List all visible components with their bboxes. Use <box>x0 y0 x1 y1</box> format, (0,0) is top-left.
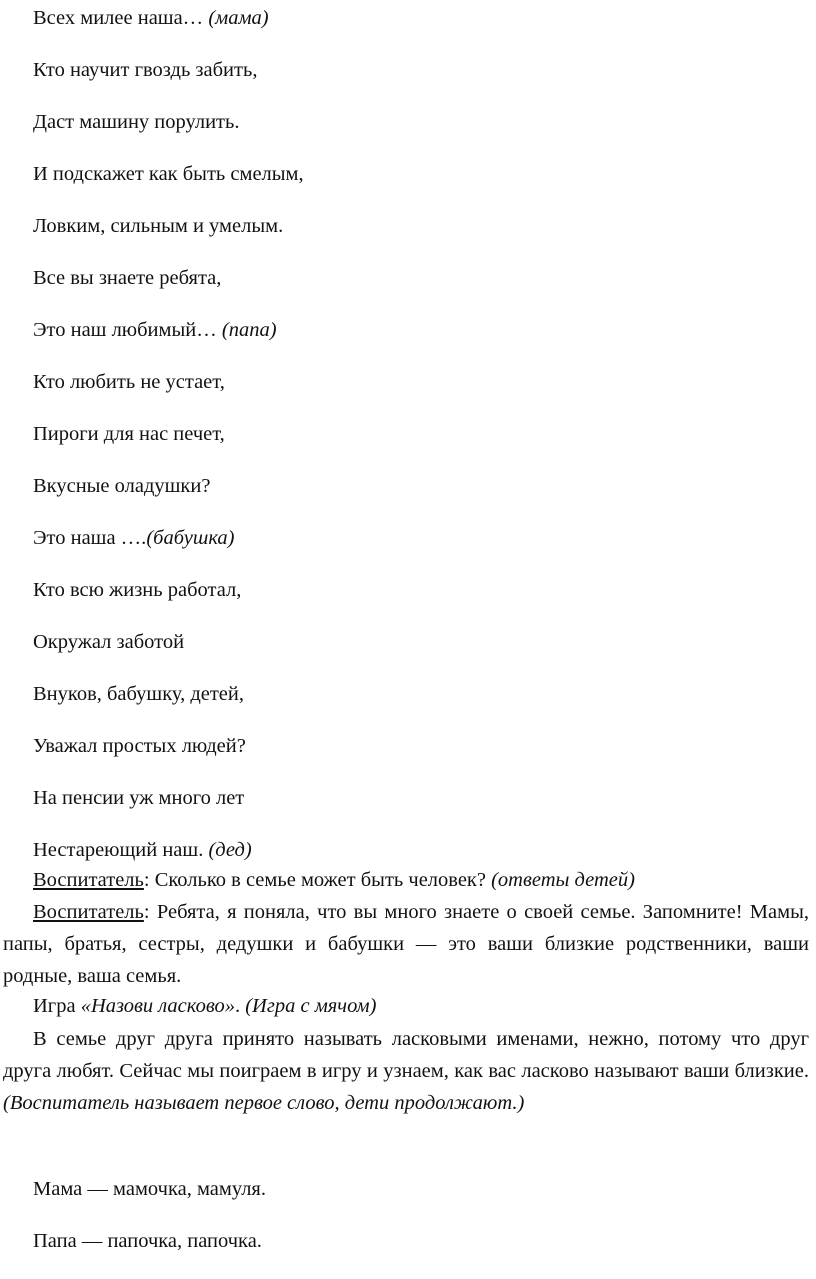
poem-line-15: Уважал простых людей? <box>33 735 246 757</box>
poem-line-10: Вкусные оладушки? <box>33 475 211 497</box>
answer-italic: (мама) <box>208 7 269 29</box>
poem-line-4: И подскажет как быть смелым, <box>33 163 304 185</box>
poem-line-6: Все вы знаете ребята, <box>33 267 222 289</box>
game-intro-paragraph: В семье друг друга принято называть ласковыми именами, нежно, потому что друг друга любят. Сейчас мы поиграем в игру и узнаем, как вас ласково называют ваши близкие. (Воспитатель называет первое слово, дети продолжают.) <box>3 1028 809 1114</box>
poem-line-9: Пироги для нас печет, <box>33 423 225 445</box>
dialog-line-1: Воспитатель: Сколько в семье может быть человек? (ответы детей) <box>33 869 635 891</box>
speaker-label: Воспитатель <box>33 901 144 923</box>
answer-italic: (бабушка) <box>146 527 235 549</box>
game-note: (Игра с мячом) <box>245 995 377 1017</box>
game-name: «Назови ласково» <box>80 995 235 1017</box>
dialog-paragraph-2: Воспитатель: Ребята, я поняла, что вы много знаете о своей семье. Запомните! Мамы, папы, братья, сестры, дедушки и бабушки — это ваши близкие родственники, ваши родные, ваша семья. <box>3 901 809 987</box>
poem-line-16: На пенсии уж много лет <box>33 787 245 809</box>
poem-line-3: Даст машину порулить. <box>33 111 240 133</box>
poem-line-14: Внуков, бабушку, детей, <box>33 683 245 705</box>
poem-line-1: Всех милее наша… (мама) <box>33 7 269 29</box>
poem-line-12: Кто всю жизнь работал, <box>33 579 242 601</box>
poem-line-5: Ловким, сильным и умелым. <box>33 215 284 237</box>
game-title-line: Игра «Назови ласково». (Игра с мячом) <box>33 995 377 1017</box>
poem-line-13: Окружал заботой <box>33 631 185 653</box>
speaker-label: Воспитатель <box>33 869 144 891</box>
example-line-1: Мама — мамочка, мамуля. <box>33 1178 266 1200</box>
intro-note: (Воспитатель называет первое слово, дети продолжают.) <box>3 1092 525 1114</box>
poem-line-17: Нестареющий наш. (дед) <box>33 839 252 861</box>
poem-line-11: Это наша ….(бабушка) <box>33 527 235 549</box>
example-line-2: Папа — папочка, папочка. <box>33 1230 262 1252</box>
dialog-note: (ответы детей) <box>491 869 635 891</box>
answer-italic: (дед) <box>208 839 252 861</box>
poem-line-8: Кто любить не устает, <box>33 371 225 393</box>
poem-line-2: Кто научит гвоздь забить, <box>33 59 258 81</box>
poem-line-7: Это наш любимый… (папа) <box>33 319 277 341</box>
answer-italic: (папа) <box>221 319 277 341</box>
